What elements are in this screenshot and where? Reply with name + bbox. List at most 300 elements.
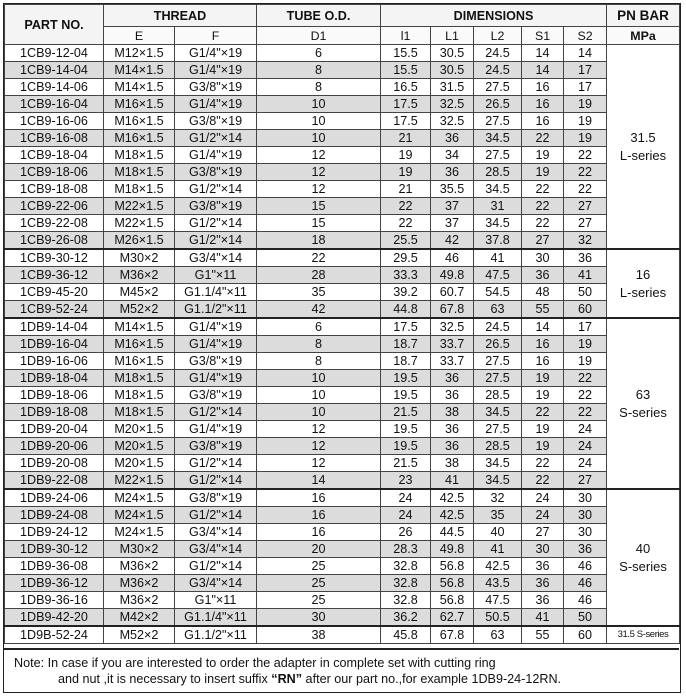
cell-dim-l2: 35 bbox=[474, 507, 522, 524]
cell-part-no: 1D9B-52-24 bbox=[5, 626, 104, 644]
table-row bbox=[5, 541, 680, 558]
cell-dim-s2: 14 bbox=[564, 45, 607, 62]
cell-part-no: 1CB9-22-06 bbox=[5, 198, 104, 215]
cell-dim-l1: 56.8 bbox=[431, 558, 474, 575]
cell-tube-od-d1: 10 bbox=[257, 370, 381, 387]
cell-thread-f: G1/2"×14 bbox=[175, 472, 257, 490]
cell-thread-f: G1/4"×19 bbox=[175, 62, 257, 79]
cell-dim-l1-lower: 21.5 bbox=[381, 455, 431, 472]
cell-dim-l2: 43.5 bbox=[474, 575, 522, 592]
pn-series: S-series bbox=[619, 404, 667, 420]
cell-dim-s2: 22 bbox=[564, 370, 607, 387]
cell-dim-l1: 38 bbox=[431, 404, 474, 421]
cell-thread-f: G1.1/2"×11 bbox=[175, 301, 257, 319]
table-row bbox=[5, 284, 680, 301]
cell-dim-s2: 19 bbox=[564, 336, 607, 353]
pn-group-cell bbox=[607, 45, 680, 250]
pn-series: L-series bbox=[619, 147, 667, 163]
cell-part-no: 1CB9-18-04 bbox=[5, 147, 104, 164]
cell-dim-l1: 42.5 bbox=[431, 507, 474, 524]
cell-dim-l1-lower: 19.5 bbox=[381, 370, 431, 387]
cell-thread-e: M52×2 bbox=[104, 301, 175, 319]
cell-dim-l1: 36 bbox=[431, 130, 474, 147]
cell-dim-l1-lower: 15.5 bbox=[381, 45, 431, 62]
cell-dim-s2: 24 bbox=[564, 455, 607, 472]
note-line-2 bbox=[14, 671, 679, 687]
table-row bbox=[5, 113, 680, 130]
cell-dim-l1-lower: 25.5 bbox=[381, 232, 431, 250]
cell-part-no: 1DB9-16-04 bbox=[5, 336, 104, 353]
cell-dim-l2: 27.5 bbox=[474, 113, 522, 130]
cell-dim-l1-lower: 29.5 bbox=[381, 249, 431, 267]
cell-dim-l1-lower: 24 bbox=[381, 489, 431, 507]
cell-dim-l1: 49.8 bbox=[431, 541, 474, 558]
cell-thread-f: G1.1/4"×11 bbox=[175, 609, 257, 627]
table-row bbox=[5, 507, 680, 524]
cell-dim-s2: 41 bbox=[564, 267, 607, 284]
table-row bbox=[5, 353, 680, 370]
table-row bbox=[5, 558, 680, 575]
cell-dim-l1-lower: 26 bbox=[381, 524, 431, 541]
cell-dim-l2: 24.5 bbox=[474, 45, 522, 62]
cell-thread-e: M22×1.5 bbox=[104, 198, 175, 215]
cell-dim-l2: 34.5 bbox=[474, 472, 522, 490]
cell-dim-l1-lower: 32.8 bbox=[381, 575, 431, 592]
cell-tube-od-d1: 12 bbox=[257, 421, 381, 438]
table-row bbox=[5, 472, 680, 490]
cell-part-no: 1DB9-36-12 bbox=[5, 575, 104, 592]
table-row bbox=[5, 267, 680, 284]
cell-thread-e: M18×1.5 bbox=[104, 387, 175, 404]
cell-tube-od-d1: 12 bbox=[257, 455, 381, 472]
pn-value: 31.5 bbox=[630, 129, 656, 145]
cell-dim-l1-lower: 39.2 bbox=[381, 284, 431, 301]
cell-tube-od-d1: 20 bbox=[257, 541, 381, 558]
cell-thread-e: M12×1.5 bbox=[104, 45, 175, 62]
pn-value: 40 bbox=[635, 540, 651, 556]
table-row bbox=[5, 130, 680, 147]
cell-dim-s2: 19 bbox=[564, 353, 607, 370]
cell-dim-l1: 36 bbox=[431, 438, 474, 455]
header-dimensions: DIMENSIONS bbox=[381, 5, 607, 27]
cell-dim-s2: 17 bbox=[564, 318, 607, 336]
cell-dim-s2: 22 bbox=[564, 181, 607, 198]
cell-part-no: 1DB9-30-12 bbox=[5, 541, 104, 558]
cell-thread-f: G1/4"×19 bbox=[175, 45, 257, 62]
table-row bbox=[5, 489, 680, 507]
cell-dim-l2: 54.5 bbox=[474, 284, 522, 301]
cell-dim-l2: 27.5 bbox=[474, 421, 522, 438]
cell-dim-s1: 14 bbox=[522, 62, 564, 79]
cell-thread-f: G3/8"×19 bbox=[175, 164, 257, 181]
cell-tube-od-d1: 28 bbox=[257, 267, 381, 284]
cell-dim-l2: 31 bbox=[474, 198, 522, 215]
subheader-s1: S1 bbox=[522, 27, 564, 45]
table-row bbox=[5, 318, 680, 336]
cell-thread-f: G1/4"×19 bbox=[175, 318, 257, 336]
cell-thread-f: G1/4"×19 bbox=[175, 336, 257, 353]
cell-tube-od-d1: 10 bbox=[257, 130, 381, 147]
cell-tube-od-d1: 10 bbox=[257, 96, 381, 113]
cell-dim-s1: 22 bbox=[522, 215, 564, 232]
table-row bbox=[5, 232, 680, 250]
table-row bbox=[5, 164, 680, 181]
cell-tube-od-d1: 10 bbox=[257, 113, 381, 130]
cell-part-no: 1DB9-20-04 bbox=[5, 421, 104, 438]
cell-dim-s1: 55 bbox=[522, 626, 564, 644]
cell-thread-e: M24×1.5 bbox=[104, 489, 175, 507]
cell-dim-s1: 24 bbox=[522, 507, 564, 524]
cell-dim-l1-lower: 32.8 bbox=[381, 558, 431, 575]
cell-thread-e: M18×1.5 bbox=[104, 404, 175, 421]
header-pn-bar: PN BAR bbox=[607, 5, 680, 27]
cell-part-no: 1CB9-12-04 bbox=[5, 45, 104, 62]
cell-dim-s2: 30 bbox=[564, 524, 607, 541]
cell-dim-l2: 34.5 bbox=[474, 181, 522, 198]
cell-dim-s2: 30 bbox=[564, 489, 607, 507]
cell-dim-s1: 19 bbox=[522, 421, 564, 438]
cell-dim-l2: 34.5 bbox=[474, 404, 522, 421]
cell-dim-s1: 14 bbox=[522, 318, 564, 336]
cell-tube-od-d1: 8 bbox=[257, 79, 381, 96]
cell-dim-s2: 46 bbox=[564, 592, 607, 609]
cell-part-no: 1DB9-20-08 bbox=[5, 455, 104, 472]
table-row bbox=[5, 301, 680, 319]
cell-part-no: 1CB9-22-08 bbox=[5, 215, 104, 232]
cell-thread-f: G1"×11 bbox=[175, 592, 257, 609]
cell-dim-s2: 19 bbox=[564, 96, 607, 113]
cell-dim-s1: 36 bbox=[522, 267, 564, 284]
cell-part-no: 1DB9-42-20 bbox=[5, 609, 104, 627]
cell-dim-s2: 27 bbox=[564, 472, 607, 490]
cell-dim-s2: 22 bbox=[564, 164, 607, 181]
cell-tube-od-d1: 22 bbox=[257, 249, 381, 267]
table-row bbox=[5, 62, 680, 79]
cell-dim-l1: 38 bbox=[431, 455, 474, 472]
cell-thread-e: M45×2 bbox=[104, 284, 175, 301]
cell-thread-f: G1/2"×14 bbox=[175, 215, 257, 232]
cell-tube-od-d1: 12 bbox=[257, 147, 381, 164]
table-row bbox=[5, 45, 680, 62]
cell-dim-l1: 56.8 bbox=[431, 575, 474, 592]
cell-tube-od-d1: 8 bbox=[257, 336, 381, 353]
cell-dim-l2: 26.5 bbox=[474, 96, 522, 113]
cell-thread-e: M14×1.5 bbox=[104, 318, 175, 336]
cell-part-no: 1DB9-16-06 bbox=[5, 353, 104, 370]
cell-dim-s2: 46 bbox=[564, 575, 607, 592]
pn-series: S-series bbox=[619, 558, 667, 574]
subheader-l1-lower: l1 bbox=[381, 27, 431, 45]
cell-dim-l1-lower: 17.5 bbox=[381, 96, 431, 113]
cell-tube-od-d1: 12 bbox=[257, 181, 381, 198]
cell-thread-e: M16×1.5 bbox=[104, 96, 175, 113]
cell-thread-e: M18×1.5 bbox=[104, 164, 175, 181]
cell-dim-l2: 63 bbox=[474, 626, 522, 644]
cell-thread-f: G3/8"×19 bbox=[175, 489, 257, 507]
cell-thread-e: M36×2 bbox=[104, 558, 175, 575]
cell-dim-l1: 46 bbox=[431, 249, 474, 267]
cell-dim-l2: 34.5 bbox=[474, 130, 522, 147]
cell-dim-l2: 27.5 bbox=[474, 147, 522, 164]
note-suffix: “RN” bbox=[271, 672, 303, 686]
cell-thread-e: M14×1.5 bbox=[104, 62, 175, 79]
cell-dim-l2: 41 bbox=[474, 249, 522, 267]
cell-dim-l1-lower: 18.7 bbox=[381, 336, 431, 353]
cell-dim-s2: 32 bbox=[564, 232, 607, 250]
cell-dim-l1-lower: 16.5 bbox=[381, 79, 431, 96]
cell-dim-s2: 19 bbox=[564, 130, 607, 147]
cell-dim-s2: 60 bbox=[564, 626, 607, 644]
cell-tube-od-d1: 14 bbox=[257, 472, 381, 490]
table-row bbox=[5, 181, 680, 198]
cell-dim-s2: 36 bbox=[564, 249, 607, 267]
cell-thread-e: M20×1.5 bbox=[104, 455, 175, 472]
cell-dim-s1: 14 bbox=[522, 45, 564, 62]
cell-dim-s1: 36 bbox=[522, 575, 564, 592]
cell-part-no: 1CB9-16-08 bbox=[5, 130, 104, 147]
cell-dim-l1: 42 bbox=[431, 232, 474, 250]
table-row bbox=[5, 215, 680, 232]
table-row bbox=[5, 96, 680, 113]
cell-tube-od-d1: 10 bbox=[257, 404, 381, 421]
cell-thread-f: G1/2"×14 bbox=[175, 232, 257, 250]
cell-part-no: 1DB9-24-12 bbox=[5, 524, 104, 541]
cell-thread-f: G1.1/4"×11 bbox=[175, 284, 257, 301]
cell-part-no: 1CB9-36-12 bbox=[5, 267, 104, 284]
cell-tube-od-d1: 42 bbox=[257, 301, 381, 319]
cell-tube-od-d1: 16 bbox=[257, 507, 381, 524]
cell-part-no: 1CB9-18-08 bbox=[5, 181, 104, 198]
pn-value: 63 bbox=[635, 386, 651, 402]
cell-dim-s1: 19 bbox=[522, 164, 564, 181]
cell-thread-f: G1/2"×14 bbox=[175, 558, 257, 575]
cell-thread-f: G1/2"×14 bbox=[175, 404, 257, 421]
cell-dim-s1: 36 bbox=[522, 558, 564, 575]
cell-tube-od-d1: 12 bbox=[257, 164, 381, 181]
cell-dim-l1-lower: 24 bbox=[381, 507, 431, 524]
pn-series: L-series bbox=[619, 284, 667, 300]
cell-thread-f: G3/8"×19 bbox=[175, 387, 257, 404]
cell-dim-l1: 36 bbox=[431, 387, 474, 404]
table-row bbox=[5, 524, 680, 541]
cell-dim-l2: 28.5 bbox=[474, 164, 522, 181]
cell-dim-s2: 22 bbox=[564, 387, 607, 404]
cell-part-no: 1CB9-26-08 bbox=[5, 232, 104, 250]
note-line-2a: and nut ,it is necessary to insert suffix bbox=[58, 672, 272, 686]
cell-dim-l2: 63 bbox=[474, 301, 522, 319]
cell-dim-l1: 37 bbox=[431, 198, 474, 215]
cell-dim-l1-lower: 33.3 bbox=[381, 267, 431, 284]
cell-thread-f: G3/4"×14 bbox=[175, 541, 257, 558]
cell-dim-l1: 32.5 bbox=[431, 96, 474, 113]
cell-dim-s1: 27 bbox=[522, 524, 564, 541]
cell-dim-l1: 41 bbox=[431, 472, 474, 490]
cell-dim-s1: 16 bbox=[522, 336, 564, 353]
cell-dim-s1: 16 bbox=[522, 113, 564, 130]
cell-thread-e: M30×2 bbox=[104, 541, 175, 558]
cell-thread-e: M16×1.5 bbox=[104, 353, 175, 370]
cell-thread-f: G1/2"×14 bbox=[175, 130, 257, 147]
cell-thread-e: M18×1.5 bbox=[104, 370, 175, 387]
cell-tube-od-d1: 25 bbox=[257, 558, 381, 575]
cell-dim-s1: 22 bbox=[522, 181, 564, 198]
pn-group-cell bbox=[607, 318, 680, 489]
cell-dim-s1: 16 bbox=[522, 79, 564, 96]
cell-dim-l1: 33.7 bbox=[431, 336, 474, 353]
cell-tube-od-d1: 15 bbox=[257, 198, 381, 215]
table-row bbox=[5, 370, 680, 387]
cell-dim-l2: 50.5 bbox=[474, 609, 522, 627]
cell-thread-e: M16×1.5 bbox=[104, 336, 175, 353]
cell-dim-l2: 40 bbox=[474, 524, 522, 541]
header-mpa: MPa bbox=[607, 27, 680, 45]
table-body bbox=[5, 45, 680, 644]
cell-thread-f: G3/8"×19 bbox=[175, 113, 257, 130]
cell-dim-l2: 28.5 bbox=[474, 438, 522, 455]
cell-part-no: 1CB9-45-20 bbox=[5, 284, 104, 301]
table-row bbox=[5, 609, 680, 627]
cell-dim-l2: 28.5 bbox=[474, 387, 522, 404]
table-row bbox=[5, 404, 680, 421]
cell-thread-f: G1/4"×19 bbox=[175, 96, 257, 113]
cell-dim-s1: 19 bbox=[522, 438, 564, 455]
pn-group-cell bbox=[607, 489, 680, 626]
cell-tube-od-d1: 15 bbox=[257, 215, 381, 232]
cell-tube-od-d1: 8 bbox=[257, 353, 381, 370]
cell-thread-f: G3/8"×19 bbox=[175, 198, 257, 215]
cell-dim-l2: 41 bbox=[474, 541, 522, 558]
cell-dim-l1: 42.5 bbox=[431, 489, 474, 507]
cell-dim-l1: 31.5 bbox=[431, 79, 474, 96]
cell-dim-s2: 46 bbox=[564, 558, 607, 575]
cell-dim-l1-lower: 21 bbox=[381, 181, 431, 198]
cell-dim-s2: 27 bbox=[564, 198, 607, 215]
cell-tube-od-d1: 16 bbox=[257, 489, 381, 507]
subheader-e: E bbox=[104, 27, 175, 45]
cell-dim-l1: 32.5 bbox=[431, 318, 474, 336]
table-row bbox=[5, 147, 680, 164]
cell-part-no: 1DB9-18-04 bbox=[5, 370, 104, 387]
cell-part-no: 1DB9-36-08 bbox=[5, 558, 104, 575]
cell-part-no: 1CB9-14-04 bbox=[5, 62, 104, 79]
cell-dim-l1-lower: 19 bbox=[381, 147, 431, 164]
cell-dim-s1: 30 bbox=[522, 541, 564, 558]
cell-dim-l1-lower: 23 bbox=[381, 472, 431, 490]
cell-dim-l1: 33.7 bbox=[431, 353, 474, 370]
cell-tube-od-d1: 12 bbox=[257, 438, 381, 455]
cell-dim-s1: 16 bbox=[522, 96, 564, 113]
table-row bbox=[5, 438, 680, 455]
cell-dim-l1: 60.7 bbox=[431, 284, 474, 301]
cell-part-no: 1DB9-14-04 bbox=[5, 318, 104, 336]
cell-dim-l2: 27.5 bbox=[474, 370, 522, 387]
cell-dim-l2: 47.5 bbox=[474, 267, 522, 284]
cell-dim-l1-lower: 18.7 bbox=[381, 353, 431, 370]
cell-dim-l1-lower: 22 bbox=[381, 215, 431, 232]
cell-dim-l1-lower: 28.3 bbox=[381, 541, 431, 558]
cell-dim-s2: 36 bbox=[564, 541, 607, 558]
cell-dim-s2: 22 bbox=[564, 404, 607, 421]
cell-dim-l1: 30.5 bbox=[431, 62, 474, 79]
cell-thread-f: G3/8"×19 bbox=[175, 353, 257, 370]
cell-tube-od-d1: 18 bbox=[257, 232, 381, 250]
cell-dim-l2: 24.5 bbox=[474, 318, 522, 336]
cell-thread-f: G3/4"×14 bbox=[175, 575, 257, 592]
cell-thread-f: G3/8"×19 bbox=[175, 438, 257, 455]
table-row bbox=[5, 79, 680, 96]
cell-tube-od-d1: 25 bbox=[257, 592, 381, 609]
cell-dim-l1: 37 bbox=[431, 215, 474, 232]
cell-dim-s1: 22 bbox=[522, 130, 564, 147]
cell-dim-l1: 36 bbox=[431, 164, 474, 181]
table-row bbox=[5, 249, 680, 267]
cell-part-no: 1DB9-24-08 bbox=[5, 507, 104, 524]
cell-thread-e: M36×2 bbox=[104, 267, 175, 284]
table-row bbox=[5, 336, 680, 353]
cell-dim-l1-lower: 21 bbox=[381, 130, 431, 147]
cell-dim-l1: 67.8 bbox=[431, 626, 474, 644]
cell-dim-s2: 24 bbox=[564, 421, 607, 438]
cell-dim-l1: 35.5 bbox=[431, 181, 474, 198]
cell-dim-s1: 41 bbox=[522, 609, 564, 627]
header-thread: THREAD bbox=[104, 5, 257, 27]
cell-dim-l1-lower: 17.5 bbox=[381, 318, 431, 336]
cell-dim-l1: 36 bbox=[431, 421, 474, 438]
cell-thread-e: M22×1.5 bbox=[104, 215, 175, 232]
subheader-l1: L1 bbox=[431, 27, 474, 45]
cell-thread-f: G1/4"×19 bbox=[175, 370, 257, 387]
cell-part-no: 1DB9-24-06 bbox=[5, 489, 104, 507]
cell-dim-s2: 50 bbox=[564, 284, 607, 301]
cell-dim-l1: 36 bbox=[431, 370, 474, 387]
cell-part-no: 1DB9-18-08 bbox=[5, 404, 104, 421]
cell-thread-e: M36×2 bbox=[104, 575, 175, 592]
cell-dim-s1: 19 bbox=[522, 387, 564, 404]
cell-dim-l2: 26.5 bbox=[474, 336, 522, 353]
pn-value: 16 bbox=[635, 266, 651, 282]
adapter-spec-table bbox=[4, 4, 680, 644]
cell-thread-e: M30×2 bbox=[104, 249, 175, 267]
cell-thread-e: M24×1.5 bbox=[104, 507, 175, 524]
cell-dim-l1: 56.8 bbox=[431, 592, 474, 609]
cell-dim-s1: 22 bbox=[522, 455, 564, 472]
cell-dim-s2: 50 bbox=[564, 609, 607, 627]
cell-dim-l2: 32 bbox=[474, 489, 522, 507]
cell-dim-l1-lower: 22 bbox=[381, 198, 431, 215]
cell-thread-e: M20×1.5 bbox=[104, 438, 175, 455]
cell-part-no: 1CB9-18-06 bbox=[5, 164, 104, 181]
cell-dim-l1-lower: 32.8 bbox=[381, 592, 431, 609]
cell-thread-f: G1/2"×14 bbox=[175, 507, 257, 524]
cell-tube-od-d1: 10 bbox=[257, 387, 381, 404]
note-line-1: Note: In case if you are interested to order the adapter in complete set with cutting ring bbox=[14, 656, 496, 670]
cell-dim-s1: 48 bbox=[522, 284, 564, 301]
cell-dim-s1: 22 bbox=[522, 472, 564, 490]
cell-dim-l1-lower: 19.5 bbox=[381, 438, 431, 455]
cell-thread-e: M18×1.5 bbox=[104, 147, 175, 164]
cell-dim-l1-lower: 17.5 bbox=[381, 113, 431, 130]
cell-thread-f: G1.1/2"×11 bbox=[175, 626, 257, 644]
cell-tube-od-d1: 6 bbox=[257, 45, 381, 62]
cell-dim-s2: 60 bbox=[564, 301, 607, 319]
pn-group-cell: 31.5 S-series bbox=[607, 626, 680, 644]
cell-thread-f: G1/2"×14 bbox=[175, 455, 257, 472]
cell-dim-l2: 27.5 bbox=[474, 79, 522, 96]
cell-thread-f: G3/4"×14 bbox=[175, 524, 257, 541]
cell-part-no: 1DB9-20-06 bbox=[5, 438, 104, 455]
cell-dim-l1: 67.8 bbox=[431, 301, 474, 319]
subheader-d1: D1 bbox=[257, 27, 381, 45]
